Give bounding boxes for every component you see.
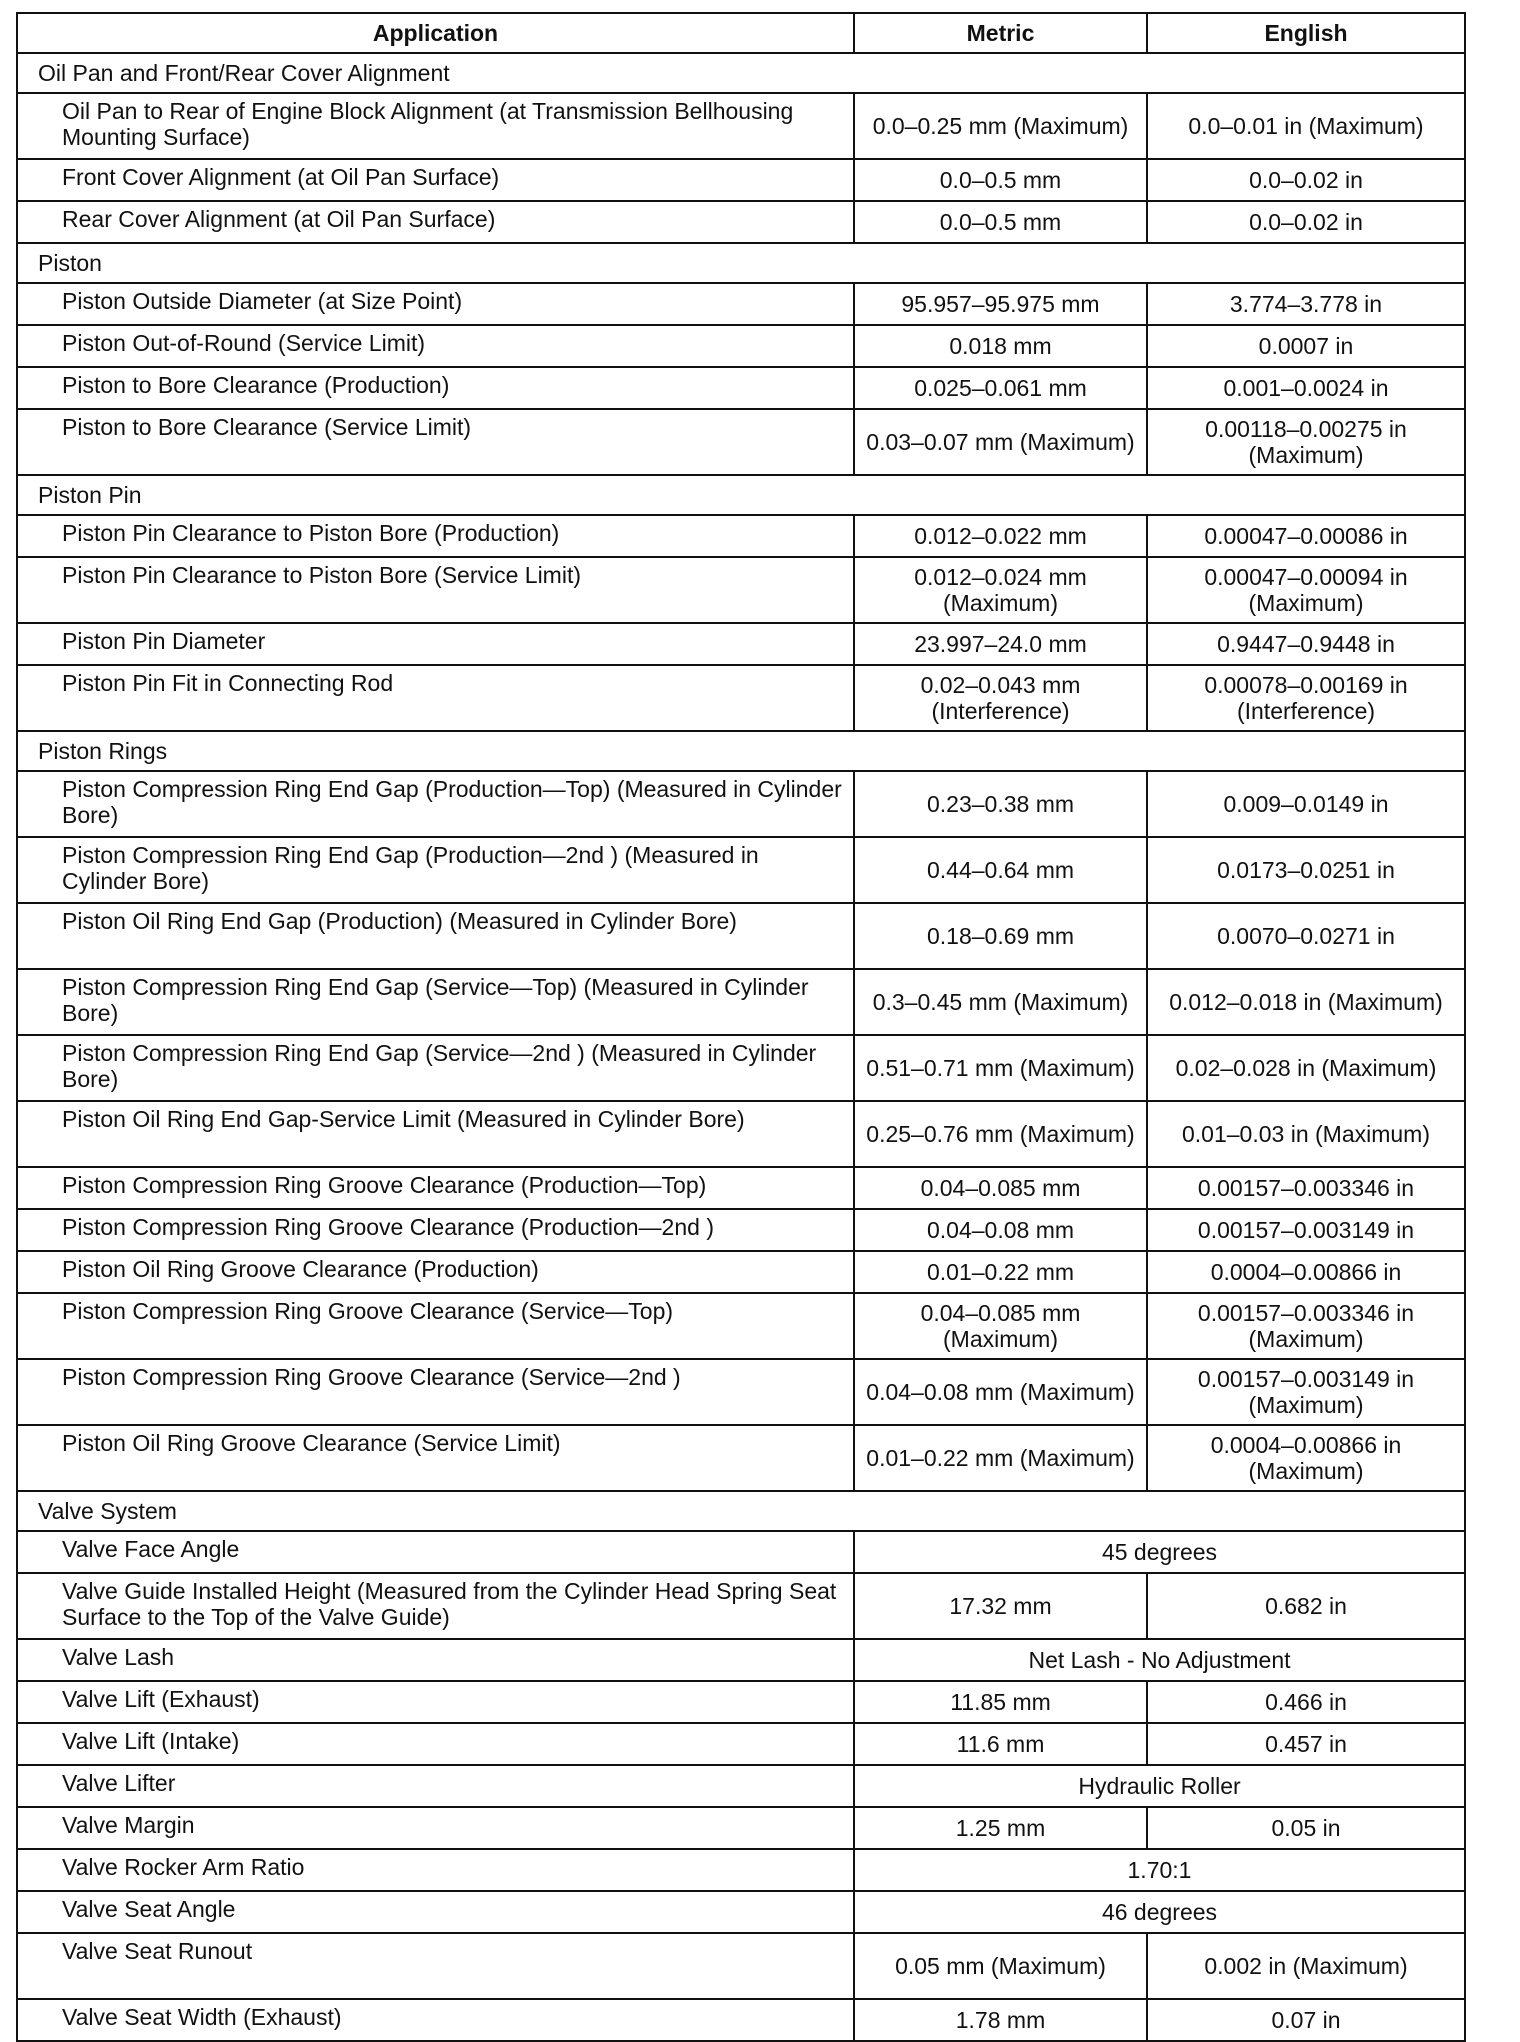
application-cell: Front Cover Alignment (at Oil Pan Surface) (17, 159, 854, 201)
english-cell: 0.0070–0.0271 in (1147, 903, 1465, 969)
english-cell: 0.00118–0.00275 in (Maximum) (1147, 409, 1465, 475)
english-cell: 3.774–3.778 in (1147, 283, 1465, 325)
table-row (17, 903, 1465, 969)
application-cell: Piston Compression Ring End Gap (Production—2nd ) (Measured in Cylinder Bore) (17, 837, 854, 903)
application-cell: Valve Guide Installed Height (Measured from the Cylinder Head Spring Seat Surface to the Top of the Valve Guide) (17, 1573, 854, 1639)
application-cell: Piston Compression Ring Groove Clearance (Service—2nd ) (17, 1359, 854, 1425)
english-cell: 0.0004–0.00866 in (1147, 1251, 1465, 1293)
metric-cell: 0.05 mm (Maximum) (854, 1933, 1147, 1999)
table-row (17, 837, 1465, 903)
table-row (17, 367, 1465, 409)
metric-cell: 0.18–0.69 mm (854, 903, 1147, 969)
merged-value-cell: Net Lash - No Adjustment (854, 1639, 1465, 1681)
application-cell: Valve Rocker Arm Ratio (17, 1849, 854, 1891)
application-cell: Piston Oil Ring Groove Clearance (Service Limit) (17, 1425, 854, 1491)
table-row (17, 1035, 1465, 1101)
metric-cell: 0.02–0.043 mm (Interference) (854, 665, 1147, 731)
application-cell: Piston Compression Ring Groove Clearance (Service—Top) (17, 1293, 854, 1359)
table-row (17, 201, 1465, 243)
metric-cell: 23.997–24.0 mm (854, 623, 1147, 665)
application-cell: Piston Pin Clearance to Piston Bore (Production) (17, 515, 854, 557)
english-cell: 0.9447–0.9448 in (1147, 623, 1465, 665)
application-cell: Valve Lash (17, 1639, 854, 1681)
application-cell: Piston Oil Ring Groove Clearance (Production) (17, 1251, 854, 1293)
table-row (17, 1639, 1465, 1681)
metric-cell: 1.25 mm (854, 1807, 1147, 1849)
english-cell: 0.00157–0.003346 in (Maximum) (1147, 1293, 1465, 1359)
english-cell: 0.0–0.01 in (Maximum) (1147, 93, 1465, 159)
metric-cell: 0.025–0.061 mm (854, 367, 1147, 409)
english-cell: 0.002 in (Maximum) (1147, 1933, 1465, 1999)
metric-cell: 0.04–0.08 mm (854, 1209, 1147, 1251)
application-cell: Piston Pin Diameter (17, 623, 854, 665)
english-cell: 0.00157–0.003149 in (Maximum) (1147, 1359, 1465, 1425)
application-cell: Piston Pin Fit in Connecting Rod (17, 665, 854, 731)
table-row (17, 1359, 1465, 1425)
metric-cell: 95.957–95.975 mm (854, 283, 1147, 325)
application-cell: Valve Face Angle (17, 1531, 854, 1573)
metric-cell: 0.51–0.71 mm (Maximum) (854, 1035, 1147, 1101)
metric-cell: 0.0–0.5 mm (854, 159, 1147, 201)
english-cell: 0.682 in (1147, 1573, 1465, 1639)
table-row (17, 969, 1465, 1035)
application-cell: Valve Lift (Intake) (17, 1723, 854, 1765)
table-row (17, 1531, 1465, 1573)
table-row (17, 1293, 1465, 1359)
metric-cell: 0.23–0.38 mm (854, 771, 1147, 837)
header-metric: Metric (854, 13, 1147, 53)
section-label: Piston Pin (17, 475, 1465, 515)
section-label: Piston Rings (17, 731, 1465, 771)
application-cell: Valve Seat Runout (17, 1933, 854, 1999)
english-cell: 0.0173–0.0251 in (1147, 837, 1465, 903)
application-cell: Valve Lifter (17, 1765, 854, 1807)
english-cell: 0.466 in (1147, 1681, 1465, 1723)
application-cell: Piston Oil Ring End Gap (Production) (Measured in Cylinder Bore) (17, 903, 854, 969)
table-row (17, 515, 1465, 557)
table-row (17, 1251, 1465, 1293)
table-row (17, 1891, 1465, 1933)
metric-cell: 0.01–0.22 mm (854, 1251, 1147, 1293)
application-cell: Piston Compression Ring Groove Clearance (Production—Top) (17, 1167, 854, 1209)
metric-cell: 17.32 mm (854, 1573, 1147, 1639)
table-row (17, 1167, 1465, 1209)
english-cell: 0.00078–0.00169 in (Interference) (1147, 665, 1465, 731)
table-row (17, 665, 1465, 731)
table-row (17, 1573, 1465, 1639)
english-cell: 0.0007 in (1147, 325, 1465, 367)
application-cell: Valve Lift (Exhaust) (17, 1681, 854, 1723)
table-row (17, 771, 1465, 837)
table-row (17, 1849, 1465, 1891)
application-cell: Piston Oil Ring End Gap-Service Limit (Measured in Cylinder Bore) (17, 1101, 854, 1167)
english-cell: 0.0–0.02 in (1147, 159, 1465, 201)
english-cell: 0.001–0.0024 in (1147, 367, 1465, 409)
english-cell: 0.01–0.03 in (Maximum) (1147, 1101, 1465, 1167)
application-cell: Oil Pan to Rear of Engine Block Alignment (at Transmission Bellhousing Mounting Surface) (17, 93, 854, 159)
table-row (17, 1681, 1465, 1723)
table-header (17, 13, 1465, 53)
application-cell: Piston Compression Ring Groove Clearance (Production—2nd ) (17, 1209, 854, 1251)
table-row (17, 325, 1465, 367)
metric-cell: 0.04–0.085 mm (854, 1167, 1147, 1209)
english-cell: 0.0–0.02 in (1147, 201, 1465, 243)
table-row (17, 283, 1465, 325)
section-label: Piston (17, 243, 1465, 283)
section-row (17, 1491, 1465, 1531)
english-cell: 0.02–0.028 in (Maximum) (1147, 1035, 1465, 1101)
application-cell: Rear Cover Alignment (at Oil Pan Surface) (17, 201, 854, 243)
table-row (17, 623, 1465, 665)
section-row (17, 53, 1465, 93)
table-row (17, 409, 1465, 475)
application-cell: Piston to Bore Clearance (Service Limit) (17, 409, 854, 475)
specification-table (16, 12, 1466, 2042)
application-cell: Piston Compression Ring End Gap (Service—Top) (Measured in Cylinder Bore) (17, 969, 854, 1035)
table-row (17, 1101, 1465, 1167)
application-cell: Piston Pin Clearance to Piston Bore (Service Limit) (17, 557, 854, 623)
english-cell: 0.00047–0.00094 in (Maximum) (1147, 557, 1465, 623)
english-cell: 0.012–0.018 in (Maximum) (1147, 969, 1465, 1035)
metric-cell: 0.25–0.76 mm (Maximum) (854, 1101, 1147, 1167)
english-cell: 0.0004–0.00866 in (Maximum) (1147, 1425, 1465, 1491)
english-cell: 0.009–0.0149 in (1147, 771, 1465, 837)
merged-value-cell: 46 degrees (854, 1891, 1465, 1933)
header-row (17, 13, 1465, 53)
english-cell: 0.05 in (1147, 1807, 1465, 1849)
section-row (17, 475, 1465, 515)
section-label: Oil Pan and Front/Rear Cover Alignment (17, 53, 1465, 93)
table-row (17, 1807, 1465, 1849)
application-cell: Piston Compression Ring End Gap (Service—2nd ) (Measured in Cylinder Bore) (17, 1035, 854, 1101)
section-row (17, 243, 1465, 283)
merged-value-cell: Hydraulic Roller (854, 1765, 1465, 1807)
english-cell: 0.00157–0.003149 in (1147, 1209, 1465, 1251)
english-cell: 0.457 in (1147, 1723, 1465, 1765)
application-cell: Piston Compression Ring End Gap (Production—Top) (Measured in Cylinder Bore) (17, 771, 854, 837)
metric-cell: 0.44–0.64 mm (854, 837, 1147, 903)
table-row (17, 1765, 1465, 1807)
application-cell: Piston to Bore Clearance (Production) (17, 367, 854, 409)
metric-cell: 0.03–0.07 mm (Maximum) (854, 409, 1147, 475)
metric-cell: 0.012–0.024 mm (Maximum) (854, 557, 1147, 623)
section-row (17, 731, 1465, 771)
application-cell: Piston Out-of-Round (Service Limit) (17, 325, 854, 367)
metric-cell: 0.0–0.25 mm (Maximum) (854, 93, 1147, 159)
merged-value-cell: 1.70:1 (854, 1849, 1465, 1891)
metric-cell: 0.018 mm (854, 325, 1147, 367)
application-cell: Valve Margin (17, 1807, 854, 1849)
table-row (17, 93, 1465, 159)
metric-cell: 0.012–0.022 mm (854, 515, 1147, 557)
metric-cell: 0.01–0.22 mm (Maximum) (854, 1425, 1147, 1491)
application-cell: Valve Seat Width (Exhaust) (17, 1999, 854, 2041)
metric-cell: 0.04–0.08 mm (Maximum) (854, 1359, 1147, 1425)
header-application: Application (17, 13, 854, 53)
section-label: Valve System (17, 1491, 1465, 1531)
metric-cell: 1.78 mm (854, 1999, 1147, 2041)
english-cell: 0.00157–0.003346 in (1147, 1167, 1465, 1209)
application-cell: Valve Seat Angle (17, 1891, 854, 1933)
table-row (17, 557, 1465, 623)
application-cell: Piston Outside Diameter (at Size Point) (17, 283, 854, 325)
merged-value-cell: 45 degrees (854, 1531, 1465, 1573)
header-english: English (1147, 13, 1465, 53)
table-row (17, 159, 1465, 201)
table-row (17, 1933, 1465, 1999)
table-row (17, 1209, 1465, 1251)
metric-cell: 0.04–0.085 mm (Maximum) (854, 1293, 1147, 1359)
english-cell: 0.07 in (1147, 1999, 1465, 2041)
table-body (17, 53, 1465, 2041)
table-row (17, 1723, 1465, 1765)
english-cell: 0.00047–0.00086 in (1147, 515, 1465, 557)
metric-cell: 0.3–0.45 mm (Maximum) (854, 969, 1147, 1035)
metric-cell: 11.6 mm (854, 1723, 1147, 1765)
metric-cell: 0.0–0.5 mm (854, 201, 1147, 243)
table-row (17, 1999, 1465, 2041)
table-row (17, 1425, 1465, 1491)
metric-cell: 11.85 mm (854, 1681, 1147, 1723)
